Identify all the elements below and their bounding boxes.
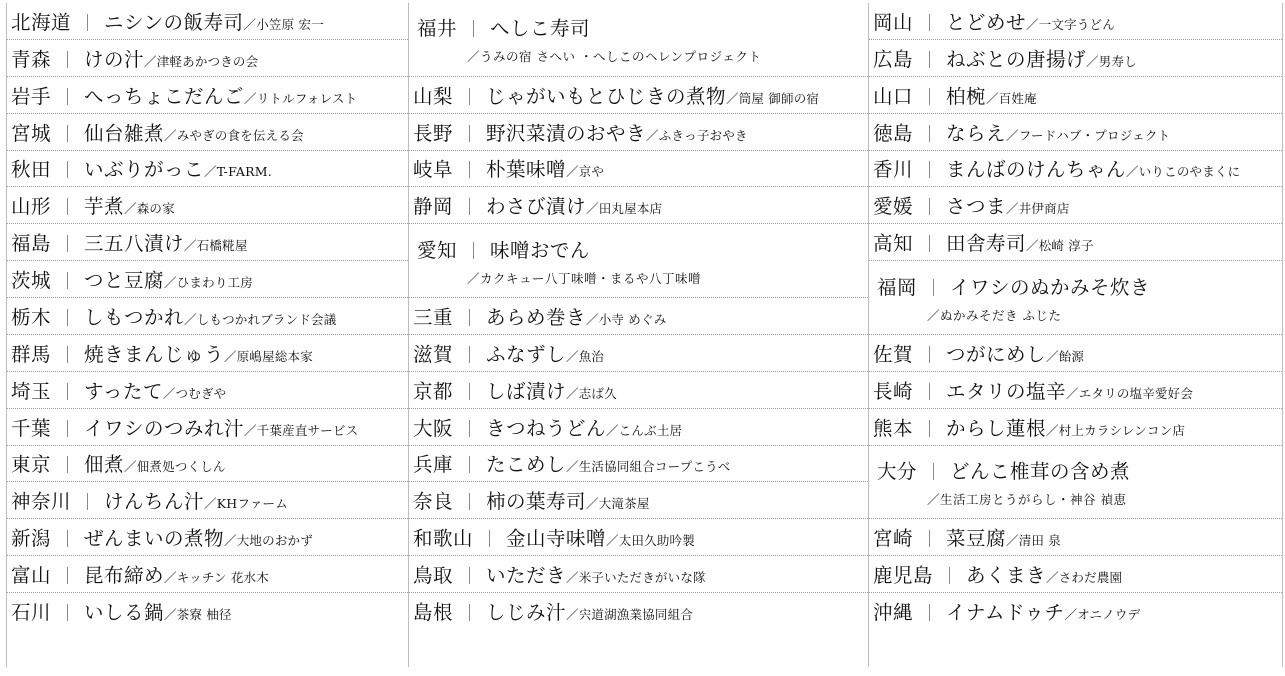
- prefecture-name: 愛知: [417, 238, 458, 262]
- dish-name: イワシのぬかみそ炊き: [950, 275, 1151, 299]
- maker-name: ／太田久助吟製: [606, 533, 695, 549]
- dish-name: へしこ寿司: [490, 17, 591, 41]
- table-cell: [7, 261, 408, 298]
- maker-name: ／うみの宿 さへい ・へしこのヘレンプロジェクト: [467, 49, 762, 65]
- dish-name: 味噌おでん: [490, 238, 590, 262]
- maker-name: ／こんぶ土居: [606, 422, 683, 438]
- table-column-3: [869, 3, 1282, 667]
- cell-heading: [413, 413, 682, 441]
- maker-name: ／オニノウデ: [1064, 607, 1141, 623]
- cell-heading: [11, 302, 336, 330]
- maker-name: ／京や: [566, 164, 605, 180]
- cell-heading: [11, 597, 232, 625]
- table-cell: [869, 114, 1282, 151]
- table-cell: [869, 519, 1282, 556]
- maker-name: ／エタリの塩辛愛好会: [1066, 385, 1194, 401]
- prefecture-name: 京都: [413, 379, 454, 403]
- dish-name: 金山寺味噌: [506, 527, 607, 551]
- table-cell: [7, 409, 408, 446]
- maker-name: ／石橋糀屋: [184, 238, 248, 254]
- table-cell: [869, 77, 1282, 114]
- dish-name: 野沢菜漬のおやき: [486, 121, 647, 145]
- dish-name: いぶりがっこ: [84, 158, 205, 182]
- cell-heading: [413, 523, 695, 551]
- table-cell: [869, 409, 1282, 446]
- prefecture-name: 大分: [877, 459, 918, 483]
- table-cell: [409, 187, 868, 224]
- dish-name: 柿の葉寿司: [486, 490, 587, 514]
- table-cell: [409, 409, 868, 446]
- prefecture-name: 鹿児島: [873, 564, 934, 588]
- maker-name: ／生活協同組合コープこうべ: [566, 459, 731, 475]
- cell-heading: [11, 523, 313, 551]
- separator-bar: ｜: [465, 20, 483, 41]
- maker-name: ／みやぎの食を伝える会: [164, 127, 304, 143]
- separator-bar: ｜: [59, 345, 77, 366]
- prefecture-name: 愛媛: [873, 195, 914, 219]
- maker-name: ／志ば久: [566, 385, 617, 401]
- table-cell: [409, 224, 868, 298]
- separator-bar: ｜: [921, 235, 939, 256]
- maker-name: ／大地のおかず: [224, 533, 313, 549]
- maker-name: ／キッチン 花水木: [164, 570, 269, 586]
- dish-name: 仙台雑煮: [84, 121, 165, 145]
- separator-bar: ｜: [59, 308, 77, 329]
- cell-heading: [11, 339, 313, 367]
- maker-name: ／T-FARM.: [204, 164, 272, 180]
- cell-heading: [413, 376, 617, 404]
- separator-bar: ｜: [59, 382, 77, 403]
- separator-bar: ｜: [461, 124, 479, 145]
- table-cell: [7, 335, 408, 372]
- prefecture-name: 香川: [873, 158, 914, 182]
- maker-name: ／さわだ農園: [1046, 570, 1123, 586]
- prefecture-name: 熊本: [873, 416, 914, 440]
- prefecture-name: 山口: [873, 84, 914, 108]
- table-cell: [7, 77, 408, 114]
- cell-heading: [11, 7, 324, 35]
- cell-heading: [413, 302, 666, 330]
- separator-bar: ｜: [79, 493, 97, 514]
- prefecture-name: 長野: [413, 121, 454, 145]
- separator-bar: ｜: [921, 50, 939, 71]
- separator-bar: ｜: [921, 124, 939, 145]
- table-cell: [7, 187, 408, 224]
- dish-name: ふなずし: [486, 342, 567, 366]
- separator-bar: ｜: [461, 604, 479, 625]
- separator-bar: ｜: [921, 198, 939, 219]
- table-cell: [7, 446, 408, 483]
- dish-name: とどめせ: [946, 10, 1027, 34]
- cell-heading: [413, 118, 748, 146]
- dish-name: エタリの塩辛: [946, 379, 1067, 403]
- maker-name: ／リトルフォレスト: [244, 90, 358, 106]
- separator-bar: ｜: [59, 235, 77, 256]
- separator-bar: ｜: [941, 567, 959, 588]
- dish-name: まんばのけんちゃん: [946, 158, 1127, 182]
- separator-bar: ｜: [925, 462, 943, 483]
- table-cell: [7, 372, 408, 409]
- cell-heading: [873, 228, 1094, 256]
- dish-name: あくまき: [966, 564, 1047, 588]
- prefecture-name: 群馬: [11, 342, 52, 366]
- table-cell: [7, 224, 408, 261]
- prefecture-name: 福井: [417, 17, 458, 41]
- cell-heading: [11, 560, 269, 588]
- maker-name: ／井伊商店: [1006, 201, 1070, 217]
- cell-heading: [11, 81, 357, 109]
- separator-bar: ｜: [59, 456, 77, 477]
- table-cell: [869, 261, 1282, 335]
- maker-name: ／百姓庵: [986, 90, 1037, 106]
- maker-name: ／小笠原 宏一: [243, 16, 324, 32]
- separator-bar: ｜: [921, 530, 939, 551]
- dish-name: いしる鍋: [84, 601, 165, 625]
- cell-heading: [873, 191, 1070, 219]
- separator-bar: ｜: [461, 456, 479, 477]
- separator-bar: ｜: [59, 87, 77, 108]
- prefecture-name: 静岡: [413, 195, 454, 219]
- separator-bar: ｜: [461, 493, 479, 514]
- maker-name: ／清田 泉: [1006, 533, 1062, 549]
- dish-name: つがにめし: [946, 342, 1047, 366]
- maker-name: ／茶寮 柚径: [164, 607, 232, 623]
- maker-name: ／カクキュー八丁味噌・まるや八丁味噌: [467, 270, 702, 286]
- cell-heading: [11, 44, 258, 72]
- prefecture-name: 宮崎: [873, 527, 914, 551]
- separator-bar: ｜: [921, 13, 939, 34]
- table-cell: [409, 482, 868, 519]
- dish-name: あらめ巻き: [486, 305, 587, 329]
- maker-name: ／筒屋 御師の宿: [726, 90, 820, 106]
- cell-heading: [873, 560, 1122, 588]
- prefecture-name: 大阪: [413, 416, 454, 440]
- prefecture-name: 山梨: [413, 84, 454, 108]
- separator-bar: ｜: [461, 198, 479, 219]
- table-cell: [869, 151, 1282, 188]
- separator-bar: ｜: [921, 161, 939, 182]
- separator-bar: ｜: [461, 567, 479, 588]
- cell-heading: [11, 191, 175, 219]
- cell-heading: [413, 191, 662, 219]
- maker-name: ／千葉産直サービス: [244, 422, 359, 438]
- separator-bar: ｜: [481, 530, 499, 551]
- separator-bar: ｜: [59, 530, 77, 551]
- cell-heading: [877, 456, 1130, 484]
- separator-bar: ｜: [59, 124, 77, 145]
- separator-bar: ｜: [921, 87, 939, 108]
- cell-heading: [873, 376, 1193, 404]
- table-cell: [869, 40, 1282, 77]
- maker-name: ／飴源: [1046, 348, 1085, 364]
- table-cell: [869, 593, 1282, 630]
- separator-bar: ｜: [59, 419, 77, 440]
- cell-heading: [877, 272, 1150, 300]
- separator-bar: ｜: [461, 87, 479, 108]
- separator-bar: ｜: [461, 419, 479, 440]
- maker-name: ／ぬかみそだき ふじた: [927, 307, 1062, 323]
- prefecture-name: 兵庫: [413, 453, 454, 477]
- prefecture-name: 徳島: [873, 121, 914, 145]
- cell-heading: [11, 118, 304, 146]
- dish-name: ならえ: [946, 121, 1007, 145]
- cell-heading: [413, 560, 706, 588]
- prefecture-name: 千葉: [11, 416, 52, 440]
- prefecture-name: 岡山: [873, 10, 914, 34]
- separator-bar: ｜: [921, 604, 939, 625]
- cell-heading: [413, 81, 819, 109]
- separator-bar: ｜: [59, 272, 77, 293]
- maker-name: ／つむぎや: [162, 385, 227, 401]
- table-cell: [7, 519, 408, 556]
- cell-heading: [11, 265, 253, 293]
- dish-name: ニシンの飯寿司: [104, 10, 244, 34]
- dish-name: さつま: [946, 195, 1007, 219]
- dish-name: つと豆腐: [84, 269, 165, 293]
- table-cell: [409, 556, 868, 593]
- table-column-2: [409, 3, 869, 667]
- table-cell: [869, 446, 1282, 520]
- cell-heading: [413, 154, 604, 182]
- dish-name: 田舎寿司: [946, 232, 1027, 256]
- maker-name: ／田丸屋本店: [586, 201, 663, 217]
- maker-name: ／森の家: [124, 201, 175, 217]
- table-cell: [7, 3, 408, 40]
- prefecture-name: 三重: [413, 305, 454, 329]
- prefecture-name: 滋賀: [413, 342, 454, 366]
- cell-heading: [11, 413, 358, 441]
- cell-heading: [413, 486, 650, 514]
- maker-name: ／米子いただきがいな隊: [566, 570, 706, 586]
- prefecture-name: 埼玉: [11, 379, 52, 403]
- table-cell: [409, 335, 868, 372]
- cell-heading: [873, 44, 1137, 72]
- prefecture-name: 神奈川: [11, 490, 72, 514]
- table-cell: [869, 372, 1282, 409]
- table-cell: [409, 77, 868, 114]
- dish-name: しじみ汁: [486, 601, 567, 625]
- dish-name: イナムドゥチ: [946, 601, 1065, 625]
- prefecture-name: 岩手: [11, 84, 52, 108]
- cell-heading: [873, 597, 1140, 625]
- dish-name: しもつかれ: [84, 305, 185, 329]
- dish-name: すったて: [84, 379, 163, 403]
- cell-heading: [11, 486, 288, 514]
- cell-heading: [413, 449, 731, 477]
- table-cell: [869, 3, 1282, 40]
- dish-name: からし蓮根: [946, 416, 1047, 440]
- prefecture-name: 福岡: [877, 275, 918, 299]
- table-cell: [409, 151, 868, 188]
- table-cell: [409, 372, 868, 409]
- cell-heading: [873, 339, 1084, 367]
- separator-bar: ｜: [921, 419, 939, 440]
- cell-heading: [873, 7, 1115, 35]
- separator-bar: ｜: [59, 567, 77, 588]
- dish-name: 焼きまんじゅう: [84, 342, 225, 366]
- maker-name: ／一文字うどん: [1026, 16, 1115, 32]
- prefecture-name: 石川: [11, 601, 52, 625]
- cell-heading: [873, 81, 1037, 109]
- table-cell: [7, 482, 408, 519]
- prefecture-name: 秋田: [11, 158, 52, 182]
- prefecture-name: 沖縄: [873, 601, 914, 625]
- separator-bar: ｜: [461, 382, 479, 403]
- separator-bar: ｜: [461, 308, 479, 329]
- prefecture-name: 東京: [11, 453, 52, 477]
- dish-name: じゃがいもとひじきの煮物: [486, 84, 727, 108]
- dish-name: 朴葉味噌: [486, 158, 567, 182]
- separator-bar: ｜: [921, 345, 939, 366]
- table-cell: [409, 114, 868, 151]
- table-cell: [7, 114, 408, 151]
- separator-bar: ｜: [59, 604, 77, 625]
- cell-heading: [11, 376, 226, 404]
- maker-name: ／KHファーム: [204, 496, 288, 512]
- prefecture-name: 山形: [11, 195, 52, 219]
- regional-dish-table: [6, 3, 1283, 667]
- maker-name: ／村上カラシレンコン店: [1046, 422, 1186, 438]
- separator-bar: ｜: [461, 161, 479, 182]
- maker-name: ／男寿し: [1086, 53, 1137, 69]
- cell-heading: [417, 235, 590, 263]
- prefecture-name: 和歌山: [413, 527, 474, 551]
- maker-name: ／生活工房とうがらし・神谷 禎恵: [927, 491, 1127, 507]
- table-cell: [409, 593, 868, 630]
- dish-name: 佃煮: [84, 453, 125, 477]
- table-cell: [869, 224, 1282, 261]
- cell-heading: [413, 339, 604, 367]
- separator-bar: ｜: [79, 13, 97, 34]
- prefecture-name: 栃木: [11, 305, 52, 329]
- prefecture-name: 新潟: [11, 527, 52, 551]
- maker-name: ／フードハブ・プロジェクト: [1006, 127, 1171, 143]
- maker-name: ／大滝茶屋: [586, 496, 650, 512]
- maker-name: ／津軽あかつきの会: [144, 53, 259, 69]
- prefecture-name: 島根: [413, 601, 454, 625]
- prefecture-name: 奈良: [413, 490, 454, 514]
- separator-bar: ｜: [59, 50, 77, 71]
- maker-name: ／原嶋屋総本家: [224, 348, 313, 364]
- table-cell: [7, 40, 408, 77]
- maker-name: ／ふきっ子おやき: [646, 127, 748, 143]
- prefecture-name: 鳥取: [413, 564, 454, 588]
- table-cell: [7, 593, 408, 630]
- dish-name: きつねうどん: [486, 416, 607, 440]
- dish-name: イワシのつみれ汁: [84, 416, 245, 440]
- table-cell: [7, 556, 408, 593]
- table-cell: [409, 519, 868, 556]
- dish-name: 三五八漬け: [84, 232, 185, 256]
- maker-name: ／しもつかれブランド会議: [184, 311, 337, 327]
- cell-heading: [873, 154, 1240, 182]
- table-cell: [869, 187, 1282, 224]
- dish-name: 菜豆腐: [946, 527, 1007, 551]
- dish-name: ねぶとの唐揚げ: [946, 47, 1087, 71]
- cell-heading: [413, 597, 693, 625]
- separator-bar: ｜: [925, 278, 943, 299]
- dish-name: けの汁: [84, 47, 145, 71]
- maker-name: ／ひまわり工房: [164, 275, 253, 291]
- dish-name: 昆布締め: [84, 564, 165, 588]
- table-cell: [409, 3, 868, 77]
- table-cell: [869, 556, 1282, 593]
- prefecture-name: 宮城: [11, 121, 52, 145]
- dish-name: たこめし: [486, 453, 567, 477]
- prefecture-name: 富山: [11, 564, 52, 588]
- dish-name: 芋煮: [84, 195, 125, 219]
- prefecture-name: 高知: [873, 232, 914, 256]
- separator-bar: ｜: [465, 241, 483, 262]
- cell-heading: [11, 154, 272, 182]
- dish-name: いただき: [486, 564, 567, 588]
- dish-name: ぜんまいの煮物: [84, 527, 225, 551]
- cell-heading: [873, 413, 1185, 441]
- prefecture-name: 福島: [11, 232, 52, 256]
- cell-heading: [11, 449, 226, 477]
- dish-name: 柏椀: [946, 84, 987, 108]
- table-cell: [409, 446, 868, 483]
- prefecture-name: 青森: [11, 47, 52, 71]
- maker-name: ／宍道湖漁業協同組合: [566, 607, 694, 623]
- prefecture-name: 長崎: [873, 379, 914, 403]
- dish-name: へっちょこだんご: [84, 84, 245, 108]
- table-cell: [7, 298, 408, 335]
- prefecture-name: 岐阜: [413, 158, 454, 182]
- maker-name: ／魚治: [566, 348, 605, 364]
- cell-heading: [873, 523, 1061, 551]
- maker-name: ／松崎 淳子: [1026, 238, 1094, 254]
- cell-heading: [417, 13, 590, 41]
- prefecture-name: 北海道: [11, 10, 72, 34]
- prefecture-name: 広島: [873, 47, 914, 71]
- table-cell: [7, 151, 408, 188]
- dish-name: どんこ椎茸の含め煮: [950, 459, 1131, 483]
- dish-name: しば漬け: [486, 379, 567, 403]
- cell-heading: [873, 118, 1170, 146]
- cell-heading: [11, 228, 248, 256]
- prefecture-name: 茨城: [11, 269, 52, 293]
- table-cell: [869, 335, 1282, 372]
- prefecture-name: 佐賀: [873, 342, 914, 366]
- separator-bar: ｜: [59, 161, 77, 182]
- dish-name: わさび漬け: [486, 195, 587, 219]
- maker-name: ／佃煮処つくしん: [124, 459, 226, 475]
- separator-bar: ｜: [461, 345, 479, 366]
- separator-bar: ｜: [921, 382, 939, 403]
- dish-name: けんちん汁: [104, 490, 205, 514]
- maker-name: ／小寺 めぐみ: [586, 311, 667, 327]
- maker-name: ／いりこのやまくに: [1126, 164, 1241, 180]
- table-column-1: [7, 3, 409, 667]
- separator-bar: ｜: [59, 198, 77, 219]
- table-cell: [409, 298, 868, 335]
